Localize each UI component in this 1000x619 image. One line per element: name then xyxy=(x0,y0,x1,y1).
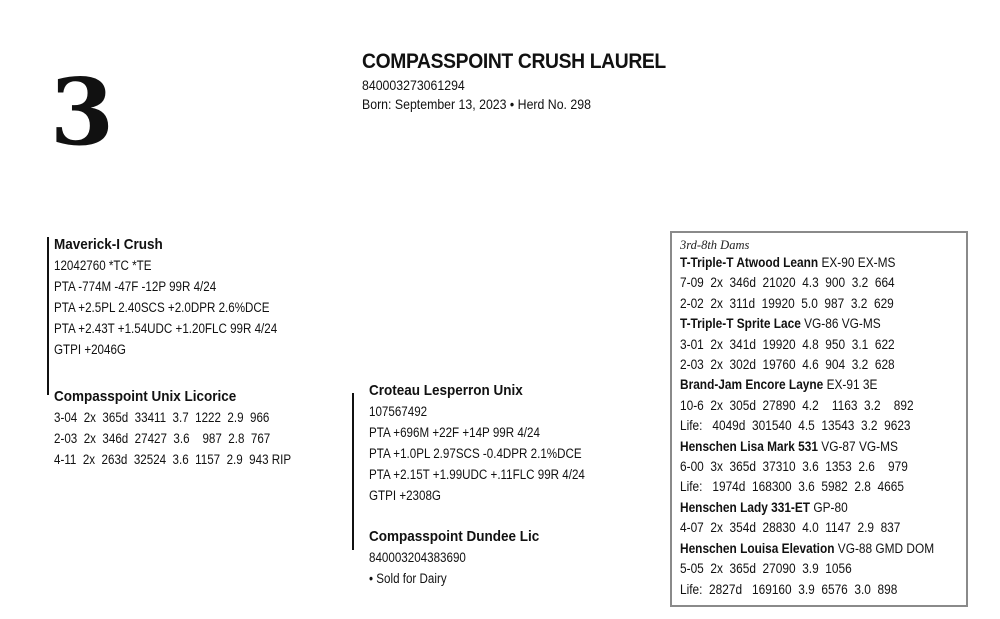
ancestor-dam-record: Life: 4049d 301540 4.5 13543 3.2 9623 xyxy=(680,418,911,434)
ancestor-dam-name xyxy=(680,314,932,334)
ancestor-dam-record: 5-05 2x 365d 27090 3.9 1056 xyxy=(680,561,852,577)
animal-name: COMPASSPOINT CRUSH LAUREL xyxy=(362,50,666,73)
ancestor-dam-name-text: Brand-Jam Encore Layne xyxy=(680,377,824,393)
animal-header xyxy=(362,50,692,112)
dam-record: 3-04 2x 365d 33411 3.7 1222 2.9 966 xyxy=(54,410,270,425)
ancestor-dam-name-text: Henschen Lisa Mark 531 xyxy=(680,438,819,454)
maternal-sire-line: PTA +1.0PL 2.97SCS -0.4DPR 2.1%DCE xyxy=(369,446,582,461)
maternal-sire-line: PTA +2.15T +1.99UDC +.11FLC 99R 4/24 xyxy=(369,467,585,482)
dams-box-title: 3rd-8th Dams xyxy=(680,238,750,252)
ancestor-dam-name-text: Henschen Lady 331-ET xyxy=(680,499,811,515)
ancestor-dam-classification: VG-88 GMD DOM xyxy=(834,540,935,556)
lot-number: 3 xyxy=(50,58,113,166)
maternal-dam-name: Compasspoint Dundee Lic xyxy=(369,528,540,545)
ancestor-dam-record: 2-03 2x 302d 19760 4.6 904 3.2 628 xyxy=(680,357,895,373)
ancestor-dam-name xyxy=(680,375,932,395)
dam-block xyxy=(54,387,330,470)
ancestor-dam-classification: VG-86 VG-MS xyxy=(800,316,881,332)
sire-line: PTA +2.5PL 2.40SCS +2.0DPR 2.6%DCE xyxy=(54,300,270,315)
ancestor-dam-record: 3-01 2x 341d 19920 4.8 950 3.1 622 xyxy=(680,336,895,352)
sire-line: 12042760 *TC *TE xyxy=(54,258,152,273)
ancestor-dam-record: 10-6 2x 305d 27890 4.2 1163 3.2 892 xyxy=(680,397,914,413)
maternal-bracket xyxy=(352,393,354,550)
animal-id: 840003273061294 xyxy=(362,77,465,93)
ancestor-dam-name-text: T-Triple-T Atwood Leann xyxy=(680,255,819,270)
maternal-sire-block xyxy=(369,381,620,506)
ancestor-dam-name xyxy=(680,498,932,518)
ancestor-dam-record: Life: 1974d 168300 3.6 5982 2.8 4665 xyxy=(680,479,904,495)
ancestor-dam-record: 2-02 2x 311d 19920 5.0 987 3.2 629 xyxy=(680,295,894,311)
ancestor-dam-name-text: T-Triple-T Sprite Lace xyxy=(680,316,801,332)
ancestor-dam-name-text: Henschen Louisa Elevation xyxy=(680,540,835,556)
ancestor-dam-record: Life: 2827d 169160 3.9 6576 3.0 898 xyxy=(680,581,898,597)
ancestor-dam-record: 4-07 2x 354d 28830 4.0 1147 2.9 837 xyxy=(680,520,901,536)
ancestor-dam-record: 7-09 2x 346d 21020 4.3 900 3.2 664 xyxy=(680,275,895,291)
ancestor-dam-classification: GP-80 xyxy=(810,499,848,515)
ancestor-dam-classification: VG-87 VG-MS xyxy=(818,438,898,454)
maternal-sire-line: PTA +696M +22F +14P 99R 4/24 xyxy=(369,425,540,440)
ancestor-dam-classification: EX-90 EX-MS xyxy=(818,255,896,270)
dam-name: Compasspoint Unix Licorice xyxy=(54,388,237,405)
ancestor-dam-name xyxy=(680,539,935,559)
sire-line: PTA +2.43T +1.54UDC +1.20FLC 99R 4/24 xyxy=(54,321,278,336)
sire-dam-bracket xyxy=(47,237,49,395)
maternal-sire-name: Croteau Lesperron Unix xyxy=(369,382,523,399)
dam-record: 2-03 2x 346d 27427 3.6 987 2.8 767 xyxy=(54,431,271,446)
maternal-dam-line: • Sold for Dairy xyxy=(369,571,447,586)
maternal-sire-line: GTPI +2308G xyxy=(369,488,441,503)
maternal-sire-line: 107567492 xyxy=(369,404,428,419)
maternal-dam-line: 840003204383690 xyxy=(369,550,466,565)
sire-block xyxy=(54,235,314,360)
ancestor-dam-record: 6-00 3x 365d 37310 3.6 1353 2.6 979 xyxy=(680,459,908,475)
dams-box xyxy=(670,231,968,607)
ancestor-dam-name xyxy=(680,253,932,273)
ancestor-dam-classification: EX-91 3E xyxy=(823,377,878,393)
sire-name: Maverick-I Crush xyxy=(54,236,163,253)
dams-rows xyxy=(680,253,966,600)
ancestor-dam-name xyxy=(680,437,932,457)
maternal-dam-block xyxy=(369,527,558,589)
sire-line: PTA -774M -47F -12P 99R 4/24 xyxy=(54,279,217,294)
dam-record: 4-11 2x 263d 32524 3.6 1157 2.9 943 RIP xyxy=(54,452,292,467)
birth-info: Born: September 13, 2023 • Herd No. 298 xyxy=(362,96,591,112)
sire-line: GTPI +2046G xyxy=(54,342,126,357)
